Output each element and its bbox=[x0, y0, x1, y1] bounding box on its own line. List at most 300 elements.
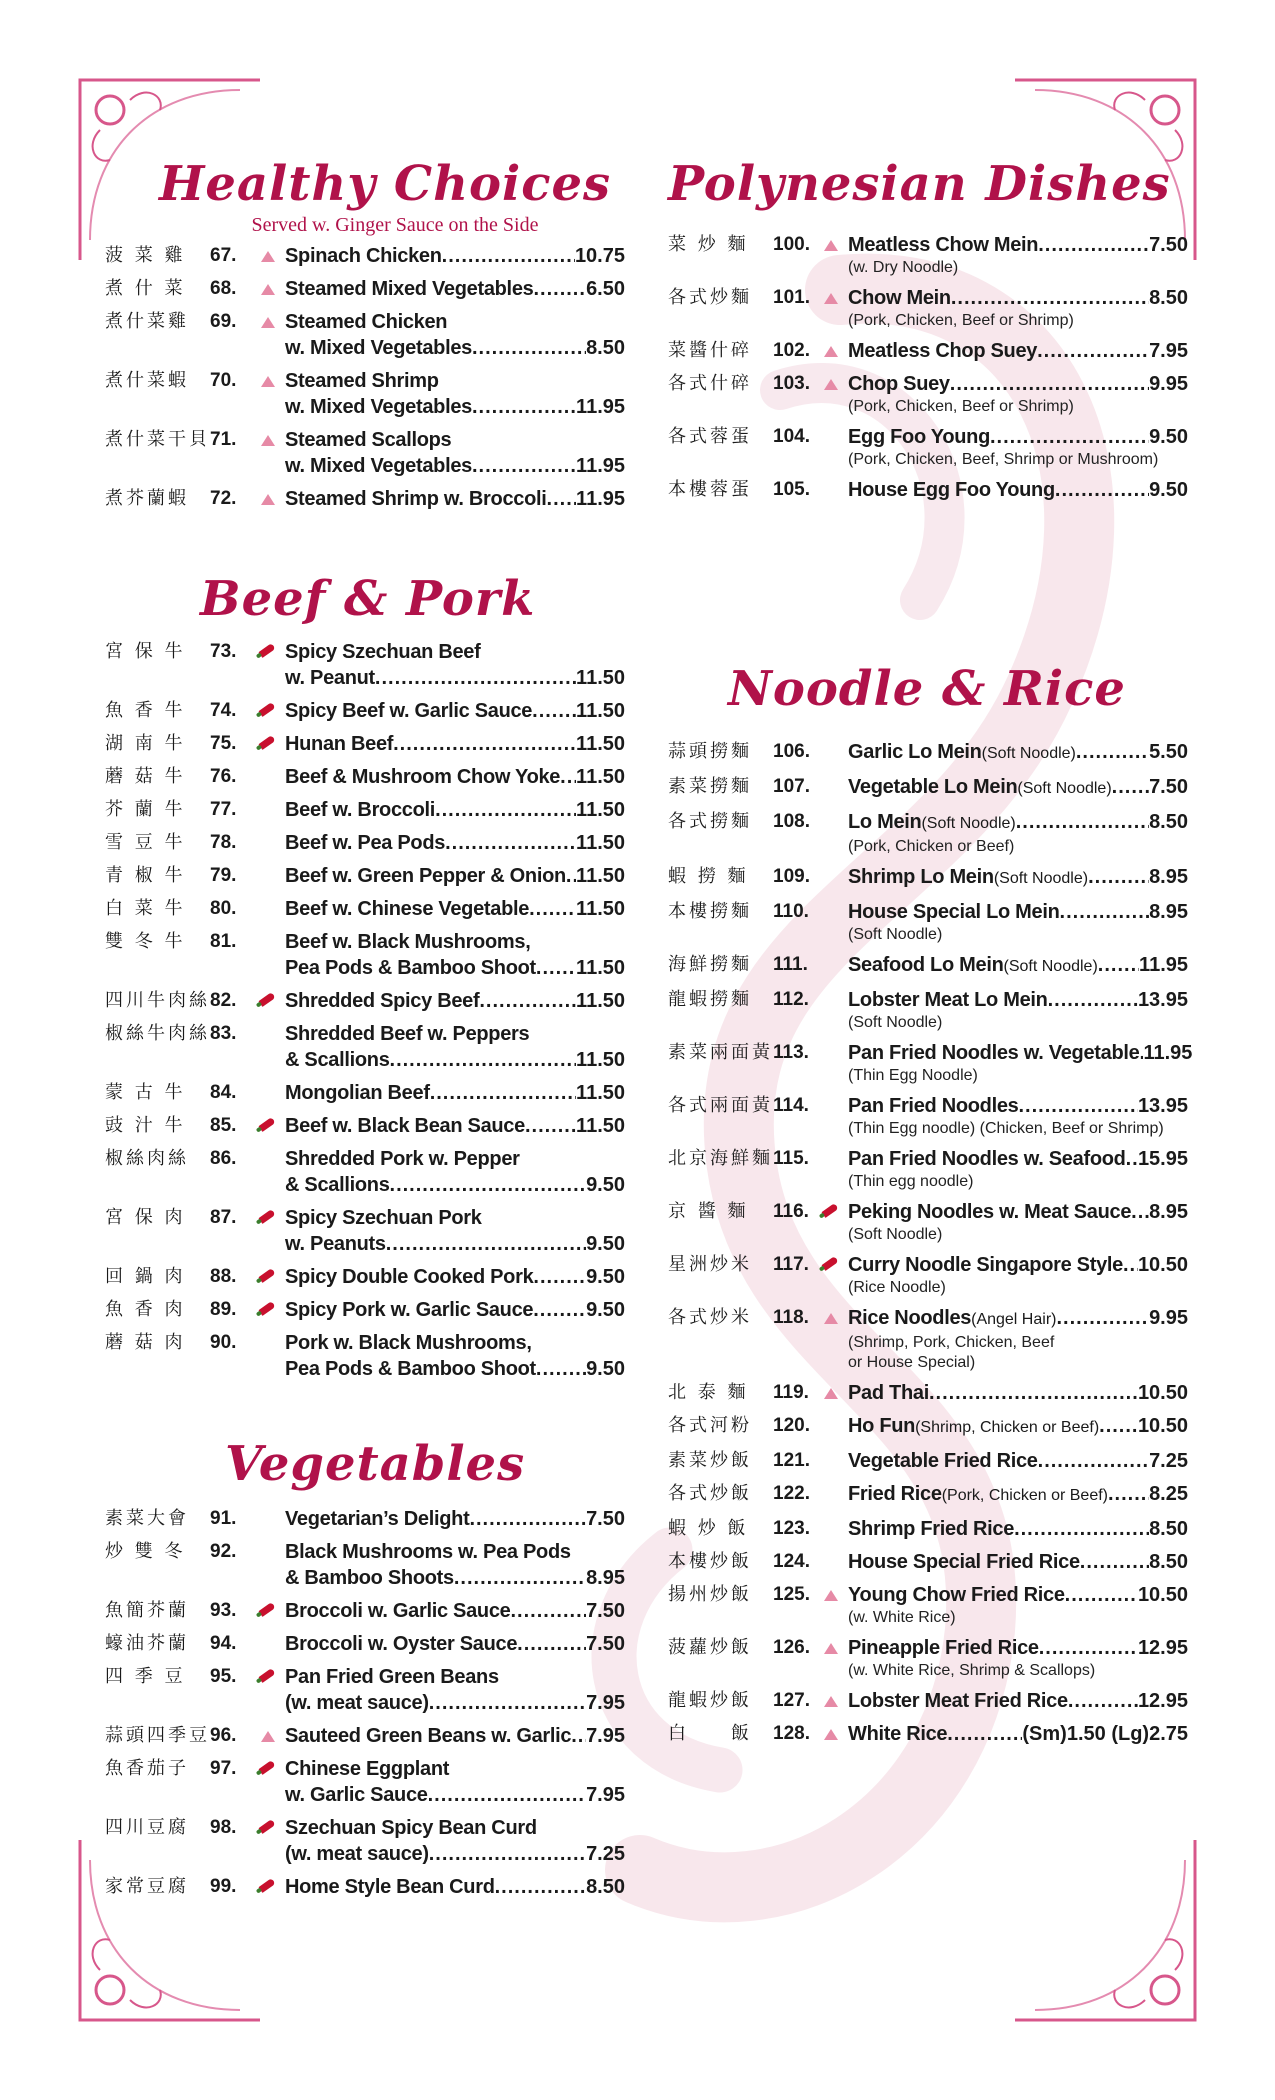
section-vegetables bbox=[105, 1436, 625, 1907]
healthy-triangle-icon bbox=[255, 309, 285, 335]
item-price: 9.50 bbox=[586, 1174, 625, 1196]
item-line bbox=[285, 1874, 625, 1900]
item-line bbox=[285, 1815, 625, 1841]
menu-list bbox=[105, 1506, 625, 1900]
item-name: Pan Fried Noodles bbox=[848, 1095, 1019, 1117]
item-line bbox=[285, 486, 625, 512]
item-body bbox=[848, 1635, 1188, 1681]
item-name: Pineapple Fried Rice bbox=[848, 1637, 1039, 1659]
item-price: 8.50 bbox=[1149, 1518, 1188, 1540]
item-name: Pan Fried Noodles w. Vegetable bbox=[848, 1042, 1140, 1064]
menu-item bbox=[105, 486, 625, 512]
menu-item bbox=[105, 1815, 625, 1867]
item-body bbox=[848, 338, 1188, 364]
menu-item bbox=[105, 863, 625, 889]
item-number: 112. bbox=[773, 989, 809, 1010]
item-line bbox=[285, 797, 625, 823]
item-price: 8.95 bbox=[1149, 1201, 1188, 1223]
item-price: 7.50 bbox=[586, 1600, 625, 1622]
dot-leader bbox=[1016, 809, 1149, 835]
item-price: 11.50 bbox=[576, 667, 625, 689]
item-line bbox=[848, 1635, 1188, 1661]
dot-leader bbox=[479, 988, 576, 1014]
dot-leader bbox=[950, 371, 1149, 397]
item-name: Young Chow Fried Rice bbox=[848, 1584, 1065, 1606]
no-marker bbox=[255, 797, 285, 823]
item-number: 70. bbox=[210, 370, 237, 391]
item-line bbox=[848, 1093, 1188, 1119]
item-chinese-name: 素菜兩面黃 bbox=[668, 1042, 773, 1063]
dot-leader bbox=[529, 896, 576, 922]
item-price: 11.50 bbox=[576, 1082, 625, 1104]
section-subtitle: Served w. Ginger Sauce on the Side bbox=[251, 214, 539, 236]
pepper-shape bbox=[821, 1203, 838, 1218]
item-price: 11.95 bbox=[576, 396, 625, 418]
item-price: 7.50 bbox=[586, 1508, 625, 1530]
item-name: Spinach Chicken bbox=[285, 245, 442, 267]
item-body bbox=[848, 371, 1188, 417]
item-body bbox=[848, 424, 1188, 470]
no-marker bbox=[255, 764, 285, 790]
item-body bbox=[285, 1631, 625, 1657]
menu-item bbox=[105, 1146, 625, 1198]
item-line bbox=[285, 639, 625, 665]
item-price: 12.95 bbox=[1137, 1690, 1188, 1712]
item-name: Broccoli w. Oyster Sauce bbox=[285, 1633, 518, 1655]
item-line bbox=[848, 987, 1188, 1013]
no-marker bbox=[818, 1549, 848, 1575]
menu-item bbox=[105, 639, 625, 691]
dot-leader bbox=[532, 698, 576, 724]
menu-item bbox=[668, 285, 1188, 331]
item-name: Peking Noodles w. Meat Sauce bbox=[848, 1201, 1132, 1223]
item-line bbox=[848, 739, 1188, 767]
item-name: Beef & Mushroom Chow Yoke bbox=[285, 766, 561, 788]
no-marker bbox=[818, 899, 848, 925]
item-line bbox=[848, 774, 1188, 802]
triangle-shape bbox=[824, 1729, 838, 1740]
item-number: 89. bbox=[210, 1299, 237, 1320]
dot-leader bbox=[393, 731, 576, 757]
dot-leader bbox=[517, 1631, 586, 1657]
section-polynesian-dishes bbox=[668, 156, 1188, 510]
healthy-triangle-icon bbox=[255, 243, 285, 269]
item-name: Spicy Double Cooked Pork bbox=[285, 1266, 534, 1288]
item-line bbox=[285, 896, 625, 922]
item-number: 103. bbox=[773, 373, 810, 394]
no-marker bbox=[255, 863, 285, 889]
dot-leader bbox=[469, 1506, 586, 1532]
dot-leader bbox=[390, 1172, 587, 1198]
item-line bbox=[848, 1380, 1188, 1406]
item-chinese-name: 菠 菜 雞 bbox=[105, 245, 186, 266]
item-number: 111. bbox=[773, 954, 808, 975]
item-price: 10.50 bbox=[1137, 1382, 1188, 1404]
item-detail: (Soft Noodle) bbox=[921, 815, 1016, 832]
triangle-shape bbox=[824, 1696, 838, 1707]
item-name: Pan Fried Noodles w. Seafood bbox=[848, 1148, 1126, 1170]
item-line bbox=[848, 1199, 1188, 1225]
item-chinese-name: 蒙 古 牛 bbox=[105, 1082, 186, 1103]
no-marker bbox=[818, 809, 848, 835]
item-line bbox=[285, 988, 625, 1014]
item-line bbox=[285, 335, 625, 361]
item-name: Home Style Bean Curd bbox=[285, 1876, 495, 1898]
item-chinese-name: 煮什菜蝦 bbox=[105, 370, 189, 391]
menu-item bbox=[105, 276, 625, 302]
item-body bbox=[285, 1664, 625, 1716]
dot-leader bbox=[511, 1598, 587, 1624]
dot-leader bbox=[1098, 952, 1139, 978]
item-line bbox=[285, 1264, 625, 1290]
item-body bbox=[285, 639, 625, 691]
item-name: Garlic Lo Mein bbox=[848, 741, 982, 763]
item-note: (Pork, Chicken or Beef) bbox=[848, 838, 1015, 855]
item-chinese-name: 各式河粉 bbox=[668, 1415, 752, 1436]
item-body bbox=[848, 1252, 1188, 1298]
item-chinese-name: 本樓炒飯 bbox=[668, 1551, 752, 1572]
item-body bbox=[285, 276, 625, 302]
item-body bbox=[285, 1205, 625, 1257]
dot-leader bbox=[560, 764, 576, 790]
item-body bbox=[285, 1723, 625, 1749]
item-chinese-name: 蒜頭撈麵 bbox=[668, 741, 752, 762]
pepper-shape bbox=[258, 1878, 275, 1893]
item-number: 116. bbox=[773, 1201, 809, 1222]
item-price: 7.25 bbox=[1149, 1450, 1188, 1472]
item-price: 9.50 bbox=[586, 1233, 625, 1255]
item-body bbox=[848, 477, 1188, 503]
dot-leader bbox=[1080, 1549, 1149, 1575]
menu-item bbox=[105, 1021, 625, 1073]
dot-leader bbox=[929, 1380, 1138, 1406]
corner-ornament-bottom-right bbox=[1005, 1830, 1205, 2030]
item-chinese-name: 四 季 豆 bbox=[105, 1666, 186, 1687]
no-marker bbox=[818, 864, 848, 890]
item-body bbox=[285, 863, 625, 889]
item-price: 5.50 bbox=[1149, 741, 1188, 763]
item-number: 74. bbox=[210, 700, 237, 721]
menu-item bbox=[668, 424, 1188, 470]
menu-item bbox=[105, 1113, 625, 1139]
item-chinese-name: 蝦 炒 飯 bbox=[668, 1518, 749, 1539]
dot-leader bbox=[990, 424, 1149, 450]
item-body bbox=[848, 1305, 1188, 1373]
item-number: 78. bbox=[210, 832, 237, 853]
no-marker bbox=[255, 1506, 285, 1532]
item-body bbox=[285, 764, 625, 790]
section-noodle-rice bbox=[668, 661, 1193, 1754]
item-number: 100. bbox=[773, 234, 810, 255]
item-line bbox=[285, 955, 625, 981]
item-name: Shrimp Lo Mein bbox=[848, 866, 994, 888]
spicy-pepper-icon bbox=[255, 1598, 285, 1624]
item-number: 80. bbox=[210, 898, 237, 919]
no-marker bbox=[818, 952, 848, 978]
item-line bbox=[848, 1413, 1188, 1441]
dot-leader bbox=[454, 1565, 586, 1591]
item-name: Beef w. Black Mushrooms, bbox=[285, 931, 531, 953]
item-name: Steamed Mixed Vegetables bbox=[285, 278, 534, 300]
item-name-continued: w. Garlic Sauce bbox=[285, 1784, 428, 1806]
item-name-continued: w. Mixed Vegetables bbox=[285, 455, 472, 477]
menu-item bbox=[105, 368, 625, 420]
item-chinese-name: 魚簡芥蘭 bbox=[105, 1600, 189, 1621]
spicy-pepper-icon bbox=[255, 1113, 285, 1139]
item-price: 9.95 bbox=[1149, 373, 1188, 395]
no-marker bbox=[255, 896, 285, 922]
menu-item bbox=[105, 1756, 625, 1808]
item-name-continued: (w. meat sauce) bbox=[285, 1692, 429, 1714]
no-marker bbox=[818, 477, 848, 503]
menu-list bbox=[668, 739, 1193, 1747]
item-name: Pork w. Black Mushrooms, bbox=[285, 1332, 532, 1354]
item-chinese-name: 菜醬什碎 bbox=[668, 340, 752, 361]
item-price: 13.95 bbox=[1137, 989, 1188, 1011]
item-number: 108. bbox=[773, 811, 810, 832]
item-chinese-name: 素菜炒飯 bbox=[668, 1450, 752, 1471]
item-detail: (Shrimp, Chicken or Beef) bbox=[915, 1419, 1100, 1436]
item-line bbox=[285, 1113, 625, 1139]
item-number: 101. bbox=[773, 287, 810, 308]
item-note: or House Special) bbox=[848, 1354, 976, 1371]
triangle-shape bbox=[261, 1731, 275, 1742]
item-chinese-name: 雙 冬 牛 bbox=[105, 931, 186, 952]
item-line bbox=[285, 665, 625, 691]
item-number: 82. bbox=[210, 990, 237, 1011]
item-number: 114. bbox=[773, 1095, 809, 1116]
healthy-triangle-icon bbox=[818, 232, 848, 258]
item-number: 84. bbox=[210, 1082, 237, 1103]
item-number: 86. bbox=[210, 1148, 237, 1169]
menu-item bbox=[668, 1448, 1188, 1474]
item-price: 11.95 bbox=[1143, 1042, 1193, 1064]
item-body bbox=[285, 368, 625, 420]
item-chinese-name: 煮什菜干貝 bbox=[105, 429, 210, 450]
menu-item bbox=[668, 899, 1188, 945]
no-marker bbox=[255, 1539, 285, 1565]
item-chinese-name: 家常豆腐 bbox=[105, 1876, 189, 1897]
dot-leader bbox=[1039, 1635, 1138, 1661]
item-name: Spicy Pork w. Garlic Sauce bbox=[285, 1299, 534, 1321]
dot-leader bbox=[495, 1874, 586, 1900]
item-name: Curry Noodle Singapore Style bbox=[848, 1254, 1123, 1276]
item-body bbox=[848, 1413, 1188, 1441]
item-line bbox=[285, 1297, 625, 1323]
item-price: 9.50 bbox=[1149, 479, 1188, 501]
healthy-triangle-icon bbox=[818, 1380, 848, 1406]
menu-item bbox=[105, 1330, 625, 1382]
menu-item bbox=[105, 1723, 625, 1749]
item-price: 10.75 bbox=[574, 245, 625, 267]
triangle-shape bbox=[824, 1388, 838, 1399]
item-line bbox=[285, 368, 625, 394]
item-name: Meatless Chop Suey bbox=[848, 340, 1038, 362]
item-line bbox=[848, 1305, 1188, 1333]
item-name-continued: Pea Pods & Bamboo Shoot bbox=[285, 957, 536, 979]
item-price: 9.50 bbox=[586, 1358, 625, 1380]
item-name: Chow Mein bbox=[848, 287, 951, 309]
item-name: Beef w. Green Pepper & Onion bbox=[285, 865, 566, 887]
dot-leader bbox=[536, 955, 576, 981]
menu-item bbox=[668, 477, 1188, 503]
section-title: Vegetables bbox=[225, 1436, 526, 1492]
item-number: 91. bbox=[210, 1508, 237, 1529]
no-marker bbox=[818, 739, 848, 765]
dot-leader bbox=[571, 1723, 586, 1749]
item-chinese-name: 雪 豆 牛 bbox=[105, 832, 186, 853]
item-line bbox=[285, 1664, 625, 1690]
item-number: 113. bbox=[773, 1042, 809, 1063]
item-line bbox=[285, 1021, 625, 1047]
item-price: 8.50 bbox=[1149, 1551, 1188, 1573]
item-chinese-name: 北 泰 麵 bbox=[668, 1382, 749, 1403]
item-name: Steamed Shrimp bbox=[285, 370, 439, 392]
item-number: 79. bbox=[210, 865, 237, 886]
item-body bbox=[848, 1582, 1188, 1628]
item-body bbox=[285, 1874, 625, 1900]
item-name: Beef w. Chinese Vegetable bbox=[285, 898, 530, 920]
item-price: 11.95 bbox=[1139, 954, 1188, 976]
item-note: (Thin egg noodle) bbox=[848, 1173, 974, 1190]
dot-leader bbox=[1038, 1448, 1149, 1474]
dot-leader bbox=[566, 863, 576, 889]
item-body bbox=[848, 1146, 1188, 1192]
item-chinese-name: 四川牛肉絲 bbox=[105, 990, 210, 1011]
item-name-continued: (w. meat sauce) bbox=[285, 1843, 429, 1865]
dot-leader bbox=[1055, 477, 1149, 503]
item-line bbox=[285, 929, 625, 955]
item-chinese-name: 菜 炒 麵 bbox=[668, 234, 749, 255]
item-name: White Rice bbox=[848, 1723, 948, 1745]
item-line bbox=[285, 830, 625, 856]
item-number: 68. bbox=[210, 278, 237, 299]
menu-item bbox=[105, 830, 625, 856]
item-chinese-name: 蠔油芥蘭 bbox=[105, 1633, 189, 1654]
item-price: 8.50 bbox=[1149, 287, 1188, 309]
item-line bbox=[285, 698, 625, 724]
item-number: 126. bbox=[773, 1637, 810, 1658]
triangle-shape bbox=[824, 293, 838, 304]
item-chinese-name: 豉 汁 牛 bbox=[105, 1115, 186, 1136]
item-note: (Pork, Chicken, Beef or Shrimp) bbox=[848, 312, 1074, 329]
healthy-triangle-icon bbox=[818, 1582, 848, 1608]
item-body bbox=[285, 243, 625, 269]
dot-leader bbox=[1060, 899, 1150, 925]
item-name: Sauteed Green Beans w. Garlic bbox=[285, 1725, 572, 1747]
item-price: 11.95 bbox=[576, 488, 625, 510]
healthy-triangle-icon bbox=[818, 1721, 848, 1747]
item-body bbox=[848, 1688, 1188, 1714]
item-price: 11.50 bbox=[576, 1049, 625, 1071]
item-name: Spicy Szechuan Beef bbox=[285, 641, 481, 663]
section-title: Noodle & Rice bbox=[728, 661, 1126, 717]
item-note: (Soft Noodle) bbox=[848, 926, 943, 943]
triangle-shape bbox=[261, 435, 275, 446]
menu-item bbox=[105, 1598, 625, 1624]
item-number: 128. bbox=[773, 1723, 810, 1744]
item-line bbox=[848, 1448, 1188, 1474]
item-line bbox=[848, 1146, 1188, 1172]
healthy-triangle-icon bbox=[818, 338, 848, 364]
item-detail: (Soft Noodle) bbox=[1003, 958, 1098, 975]
item-number: 107. bbox=[773, 776, 810, 797]
item-chinese-name: 四川豆腐 bbox=[105, 1817, 189, 1838]
dot-leader bbox=[390, 1047, 577, 1073]
item-body bbox=[285, 830, 625, 856]
item-name: Lo Mein bbox=[848, 811, 922, 833]
item-detail: (Soft Noodle) bbox=[981, 745, 1076, 762]
dot-leader bbox=[1076, 739, 1149, 765]
item-body bbox=[285, 929, 625, 981]
item-line bbox=[285, 309, 625, 335]
menu-item bbox=[668, 1199, 1188, 1245]
spicy-pepper-icon bbox=[818, 1252, 848, 1278]
menu-item bbox=[105, 731, 625, 757]
item-name: Spicy Beef w. Garlic Sauce bbox=[285, 700, 533, 722]
item-price: 11.50 bbox=[576, 733, 625, 755]
item-number: 104. bbox=[773, 426, 810, 447]
dot-leader bbox=[536, 1356, 586, 1382]
item-number: 95. bbox=[210, 1666, 237, 1687]
item-line bbox=[848, 1721, 1188, 1747]
no-marker bbox=[818, 1448, 848, 1474]
item-chinese-name: 魚香茄子 bbox=[105, 1758, 189, 1779]
item-price: 11.50 bbox=[576, 1115, 625, 1137]
no-marker bbox=[255, 1631, 285, 1657]
item-line bbox=[285, 1723, 625, 1749]
dot-leader bbox=[428, 1782, 586, 1808]
item-number: 96. bbox=[210, 1725, 237, 1746]
item-body bbox=[285, 1264, 625, 1290]
menu-item bbox=[105, 243, 625, 269]
item-name: Mongolian Beef bbox=[285, 1082, 430, 1104]
item-name: Ho Fun bbox=[848, 1415, 916, 1437]
item-line bbox=[285, 1205, 625, 1231]
no-marker bbox=[255, 1021, 285, 1047]
item-chinese-name: 魚 香 牛 bbox=[105, 700, 186, 721]
item-chinese-name: 各式兩面黃 bbox=[668, 1095, 773, 1116]
item-body bbox=[285, 1146, 625, 1198]
item-name: Pad Thai bbox=[848, 1382, 929, 1404]
no-marker bbox=[255, 929, 285, 955]
item-price: 8.25 bbox=[1149, 1483, 1188, 1505]
item-body bbox=[848, 1481, 1188, 1509]
menu-item bbox=[668, 1305, 1188, 1373]
item-price: 11.50 bbox=[576, 766, 625, 788]
item-price: 7.95 bbox=[586, 1784, 625, 1806]
menu-item bbox=[105, 1539, 625, 1591]
menu-item bbox=[668, 1582, 1188, 1628]
spicy-pepper-icon bbox=[255, 1874, 285, 1900]
item-body bbox=[848, 1516, 1188, 1542]
dot-leader bbox=[1056, 1305, 1149, 1331]
item-name: Egg Foo Young bbox=[848, 426, 990, 448]
menu-item bbox=[105, 1631, 625, 1657]
item-price: 10.50 bbox=[1137, 1254, 1188, 1276]
item-price: 7.95 bbox=[586, 1725, 625, 1747]
menu-item bbox=[668, 987, 1188, 1033]
item-chinese-name: 回 鍋 肉 bbox=[105, 1266, 186, 1287]
menu-item bbox=[668, 1688, 1188, 1714]
item-body bbox=[285, 1080, 625, 1106]
item-note: (Rice Noodle) bbox=[848, 1279, 946, 1296]
dot-leader bbox=[375, 665, 576, 691]
item-name: House Egg Foo Young bbox=[848, 479, 1055, 501]
item-chinese-name: 青 椒 牛 bbox=[105, 865, 186, 886]
item-line bbox=[848, 1549, 1188, 1575]
item-price: 8.50 bbox=[1149, 811, 1188, 833]
